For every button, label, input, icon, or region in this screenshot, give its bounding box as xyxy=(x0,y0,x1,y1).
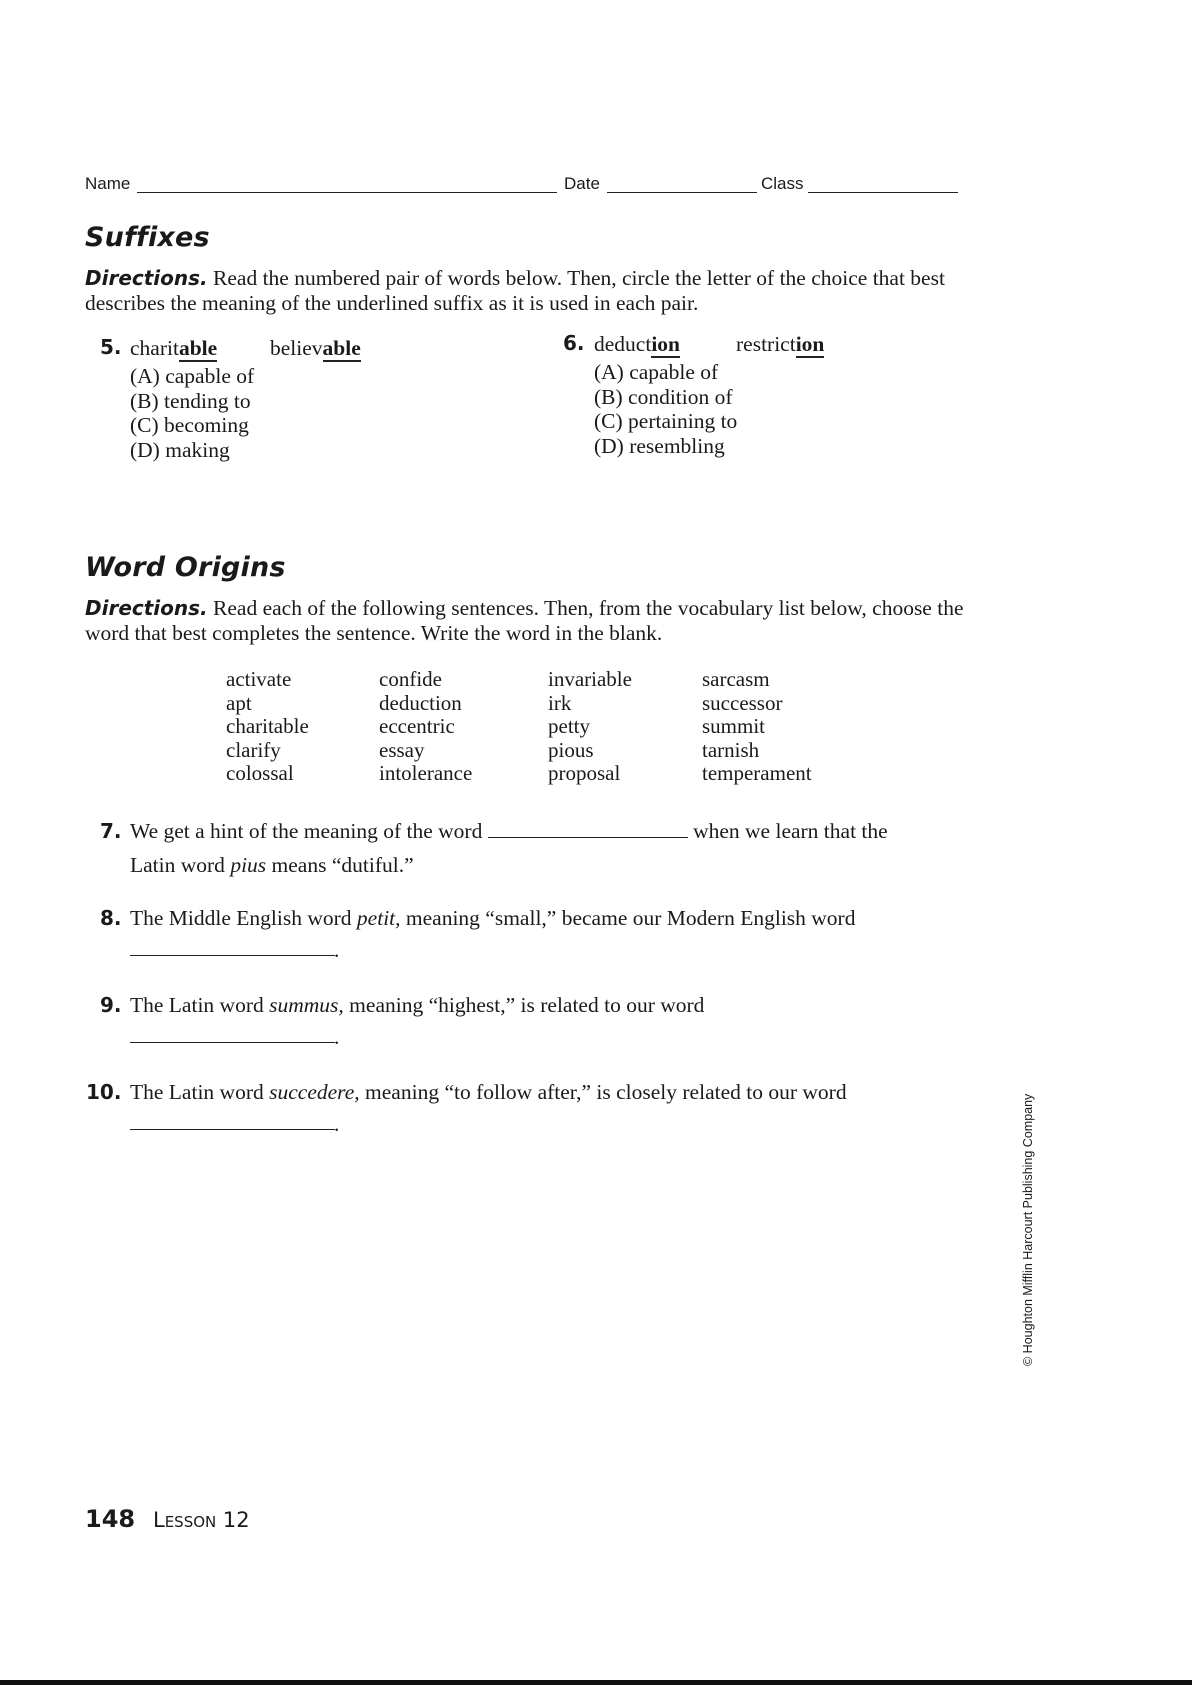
suffixes-directions xyxy=(85,266,985,315)
date-field[interactable] xyxy=(607,192,757,193)
name-field[interactable] xyxy=(137,192,557,193)
vocab-column-3 xyxy=(548,668,632,786)
choice-d[interactable]: (D) making xyxy=(130,437,230,462)
vocab-word: eccentric xyxy=(379,714,455,738)
vocab-word: clarify xyxy=(226,737,281,762)
vocab-word: petty xyxy=(548,714,590,738)
q5-word-1: charitable xyxy=(130,336,218,360)
vocab-column-1 xyxy=(226,668,309,786)
question-10-number: 10. xyxy=(86,1080,122,1104)
word-origins-title: Word Origins xyxy=(85,552,286,583)
directions-text: Read the numbered pair of words below. Then, circle the letter of the choice that best describes the meaning of the underlined suffix as it is used in each pair. xyxy=(85,266,945,315)
question-7-line-2: Latin word pius means “dutiful.” xyxy=(130,853,414,877)
underlined-suffix: able xyxy=(322,336,361,360)
choice-b[interactable]: (B) condition of xyxy=(594,384,733,409)
choice-a[interactable]: (A) capable of xyxy=(130,364,255,388)
q5-choices xyxy=(130,364,254,462)
page-number: 148 xyxy=(85,1505,136,1533)
question-9-text: The Latin word summus, meaning “highest,” is related to our word xyxy=(130,993,705,1017)
vocab-word: essay xyxy=(379,737,425,762)
vocab-word: proposal xyxy=(548,761,621,785)
copyright-notice: © Houghton Mifflin Harcourt Publishing Company xyxy=(1021,1093,1035,1366)
question-9-number: 9. xyxy=(100,993,122,1017)
q6-word-2: restriction xyxy=(736,332,825,356)
lesson-label: Lesson 12 xyxy=(153,1508,250,1532)
bottom-border xyxy=(0,1680,1192,1685)
choice-b[interactable]: (B) tending to xyxy=(130,388,251,413)
class-label: Class xyxy=(761,174,804,193)
question-8-number: 8. xyxy=(100,906,122,930)
choice-a[interactable]: (A) capable of xyxy=(594,360,719,384)
vocab-word: charitable xyxy=(226,714,309,738)
vocab-word: confide xyxy=(379,667,442,691)
vocab-word: successor xyxy=(702,690,783,715)
answer-blank-8[interactable] xyxy=(130,955,337,956)
vocab-word: deduction xyxy=(379,690,462,715)
question-7-number: 7. xyxy=(100,819,122,843)
period: . xyxy=(334,1112,340,1136)
vocab-word: sarcasm xyxy=(702,667,770,691)
vocab-word: intolerance xyxy=(379,761,473,785)
vocab-word: tarnish xyxy=(702,737,760,762)
underlined-suffix: ion xyxy=(651,332,680,356)
question-number: 5. xyxy=(100,335,122,359)
q6-choices xyxy=(594,360,737,458)
question-number: 6. xyxy=(563,331,585,355)
vocab-word: activate xyxy=(226,667,292,691)
answer-blank-9[interactable] xyxy=(130,1042,337,1043)
question-6 xyxy=(563,331,585,355)
directions-label: Directions. xyxy=(85,596,208,620)
choice-c[interactable]: (C) pertaining to xyxy=(594,409,738,433)
suffixes-title: Suffixes xyxy=(85,222,210,253)
name-label: Name xyxy=(85,174,131,193)
answer-blank-10[interactable] xyxy=(130,1129,337,1130)
vocab-word: colossal xyxy=(226,761,294,785)
question-10-text: The Latin word succedere, meaning “to follow after,” is closely related to our word xyxy=(130,1080,847,1104)
question-5 xyxy=(100,335,122,359)
answer-blank[interactable] xyxy=(488,837,688,838)
answer-line xyxy=(130,955,335,956)
choice-c[interactable]: (C) becoming xyxy=(130,413,249,437)
vocab-word: summit xyxy=(702,714,766,738)
answer-line xyxy=(130,1042,335,1043)
q5-word-2: believable xyxy=(270,336,361,360)
q6-word-1: deduction xyxy=(594,332,680,356)
underlined-suffix: able xyxy=(178,336,218,360)
vocab-word: temperament xyxy=(702,761,812,785)
date-label: Date xyxy=(564,174,600,193)
vocab-word: pious xyxy=(548,737,594,762)
vocab-word: apt xyxy=(226,690,252,715)
vocab-word: irk xyxy=(548,690,572,715)
answer-line xyxy=(130,1129,335,1130)
directions-text: Read each of the following sentences. Then, from the vocabulary list below, choose the word that best completes the sentence. Write the word in the blank. xyxy=(85,596,964,645)
vocab-word: invariable xyxy=(548,667,632,691)
vocab-column-2 xyxy=(379,668,472,786)
underlined-suffix: ion xyxy=(795,332,825,356)
directions-label: Directions. xyxy=(85,266,208,290)
question-7-line-1: We get a hint of the meaning of the word when we learn that the xyxy=(130,819,888,843)
question-8-text: The Middle English word petit, meaning “small,” became our Modern English word xyxy=(130,906,856,930)
period: . xyxy=(334,938,340,962)
class-field[interactable] xyxy=(808,192,958,193)
period: . xyxy=(334,1025,340,1049)
choice-d[interactable]: (D) resembling xyxy=(594,433,725,458)
vocab-column-4 xyxy=(702,668,812,786)
word-origins-directions xyxy=(85,596,985,645)
